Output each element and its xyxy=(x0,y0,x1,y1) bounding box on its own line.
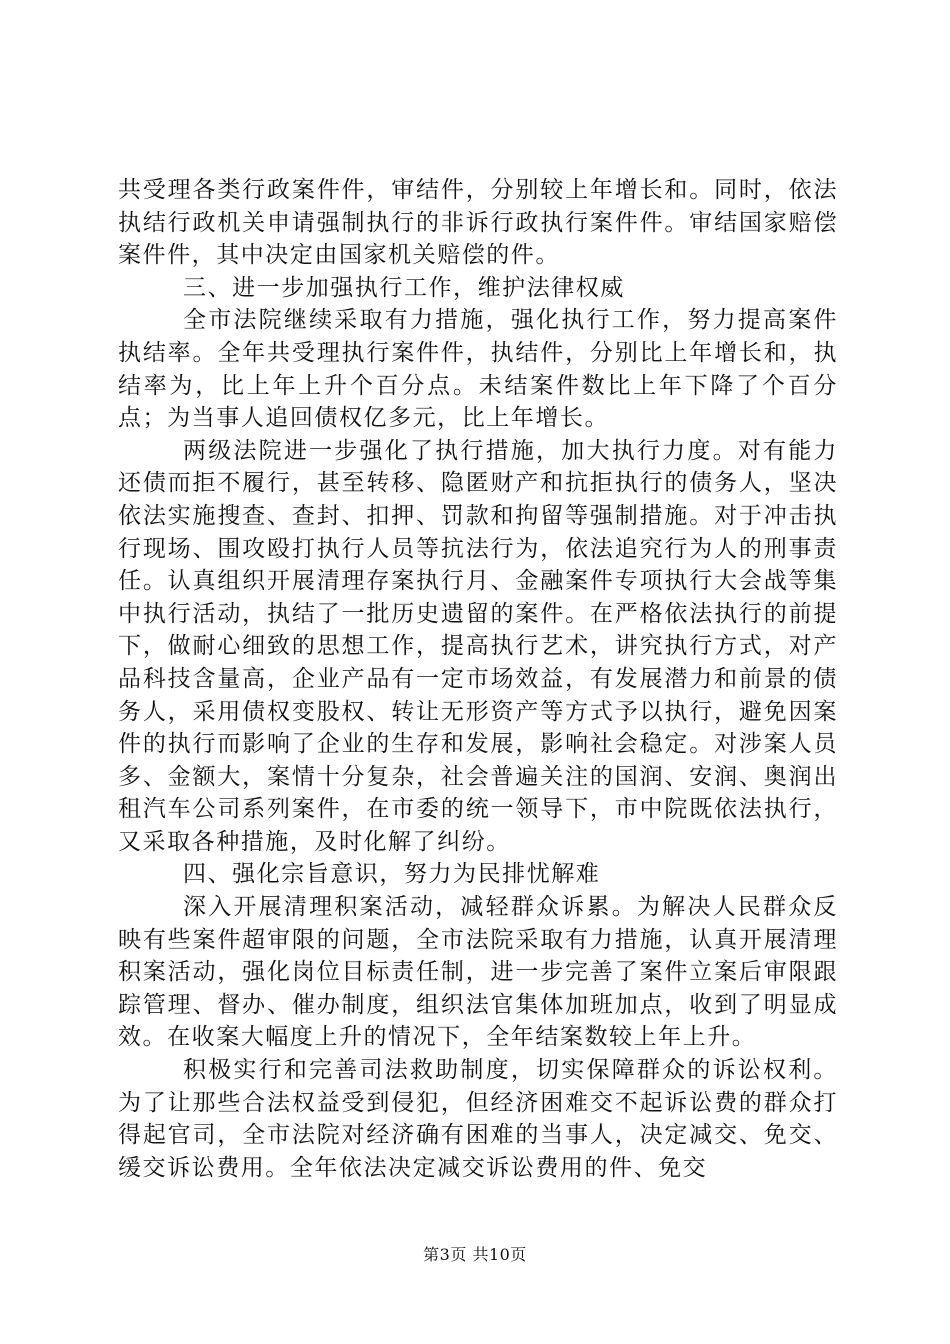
paragraph-enforcement-measures: 两级法院进一步强化了执行措施，加大执行力度。对有能力还债而拒不履行，甚至转移、隐匿财产和抗拒执行的债务人，坚决依法实施搜查、查封、扣押、罚款和拘留等强制措施。对于冲击执行现场、围攻殴打执行人员等抗法行为，依法追究行为人的刑事责任。认真组织开展清理存案执行月、金融案件专项执行大会战等集中执行活动，执结了一批历史遗留的案件。在严格依法执行的前提下，做耐心细致的思想工作，提高执行艺术，讲究执行方式，对产品科技含量高，企业产品有一定市场效益，有发展潜力和前景的债务人，采用债权变股权、转让无形资产等方式予以执行，避免因案件的执行而影响了企业的生存和发展，影响社会稳定。对涉案人员多、金额大，案情十分复杂，社会普遍关注的国润、安润、奥润出租汽车公司系列案件，在市委的统一领导下，市中院既依法执行，又采取各种措施，及时化解了纠纷。 xyxy=(118,437,838,855)
section-heading-3: 三、进一步加强执行工作，维护法律权威 xyxy=(183,274,625,301)
paragraph-backlog-clearance: 深入开展清理积案活动，减轻群众诉累。为解决人民群众反映有些案件超审限的问题，全市法院采取有力措施，认真开展清理积案活动，强化岗位目标责任制，进一步完善了案件立案后审限跟踪管理、督办、催办制度，组织法官集体加班加点，收到了明显成效。在收案大幅度上升的情况下，全年结案数较上年上升。 xyxy=(118,894,838,1051)
paragraph-admin-cases: 共受理各类行政案件件，审结件，分别较上年增长和。同时，依法执结行政机关申请强制执行的非诉行政执行案件件。审结国家赔偿案件件，其中决定由国家机关赔偿的件。 xyxy=(118,177,838,269)
paragraph-judicial-aid: 积极实行和完善司法救助制度，切实保障群众的诉讼权利。为了让那些合法权益受到侵犯，但经济困难交不起诉讼费的群众打得起官司，全市法院对经济确有困难的当事人，决定减交、免交、缓交诉讼费用。全年依法决定减交诉讼费用的件、免交 xyxy=(118,1057,838,1181)
paragraph-enforcement-summary: 全市法院继续采取有力措施，强化执行工作，努力提高案件执结率。全年共受理执行案件件，执结件，分别比上年增长和，执结率为，比上年上升个百分点。未结案件数比上年下降了个百分点；为当事人追回债权亿多元，比上年增长。 xyxy=(118,307,838,432)
page-number-footer: 第3页 共10页 xyxy=(423,1245,527,1264)
document-body xyxy=(118,174,838,1184)
section-heading-4: 四、强化宗旨意识，努力为民排忧解难 xyxy=(183,861,601,888)
